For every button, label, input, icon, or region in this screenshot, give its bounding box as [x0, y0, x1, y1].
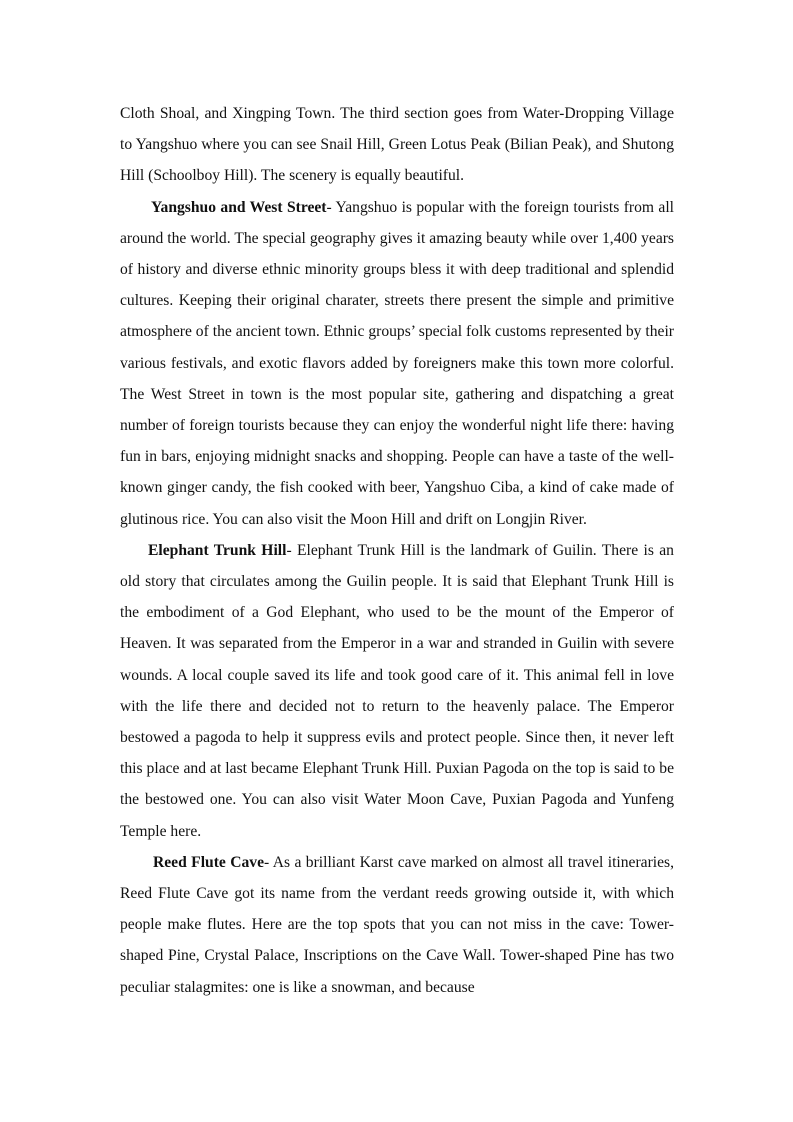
section-heading-elephant-trunk-hill: Elephant Trunk Hill: [148, 541, 287, 559]
section-heading-yangshuo: Yangshuo and West Street: [151, 198, 327, 216]
paragraph-elephant-trunk-hill: [120, 535, 674, 847]
section-heading-reed-flute-cave: Reed Flute Cave: [153, 853, 265, 871]
paragraph-li-river-continued: [120, 98, 674, 192]
paragraph-text: - Elephant Trunk Hill is the landmark of Guilin. There is an old story that circulates among the Guilin people. It is said that Elephant Trunk Hill is the embodiment of a God Elephant, who used to be the mount of the Emperor of Heaven. It was separated from the Emperor in a war and stranded in Guilin with severe wounds. A local couple saved its life and took good care of it. This animal fell in love with the life there and decided not to return to the heavenly palace. The Emperor bestowed a pagoda to help it suppress evils and protect people. Since then, it never left this place and at last became Elephant Trunk Hill. Puxian Pagoda on the top is said to be the bestowed one. You can also visit Water Moon Cave, Puxian Pagoda and Yunfeng Temple here.: [120, 541, 674, 840]
paragraph-text: - As a brilliant Karst cave marked on almost all travel itineraries, Reed Flute Cave got its name from the verdant reeds growing outside it, with which people make flutes. Here are the top spots that you can not miss in the cave: Tower-shaped Pine, Crystal Palace, Inscriptions on the Cave Wall. Tower-shaped Pine has two peculiar stalagmites: one is like a snowman, and because: [120, 853, 675, 996]
paragraph-text: - Yangshuo is popular with the foreign tourists from all around the world. The special geography gives it amazing beauty while over 1,400 years of history and diverse ethnic minority groups bless it with deep traditional and splendid cultures. Keeping their original charater, streets there present the simple and primitive atmosphere of the ancient town. Ethnic groups’ special folk customs represented by their various festivals, and exotic flavors added by foreigners make this town more colorful. The West Street in town is the most popular site, gathering and dispatching a great number of foreign tourists because they can enjoy the wonderful night life there: having fun in bars, enjoying midnight snacks and shopping. People can have a taste of the well-known ginger candy, the fish cooked with beer, Yangshuo Ciba, a kind of cake made of glutinous rice. You can also visit the Moon Hill and drift on Longjin River.: [120, 198, 674, 528]
document-page: [120, 98, 674, 1003]
paragraph-reed-flute-cave: [120, 847, 674, 1003]
paragraph-text: Cloth Shoal, and Xingping Town. The third section goes from Water-Dropping Village to Yangshuo where you can see Snail Hill, Green Lotus Peak (Bilian Peak), and Shutong Hill (Schoolboy Hill). The scenery is equally beautiful.: [120, 105, 674, 185]
paragraph-yangshuo-west-street: [120, 192, 674, 535]
